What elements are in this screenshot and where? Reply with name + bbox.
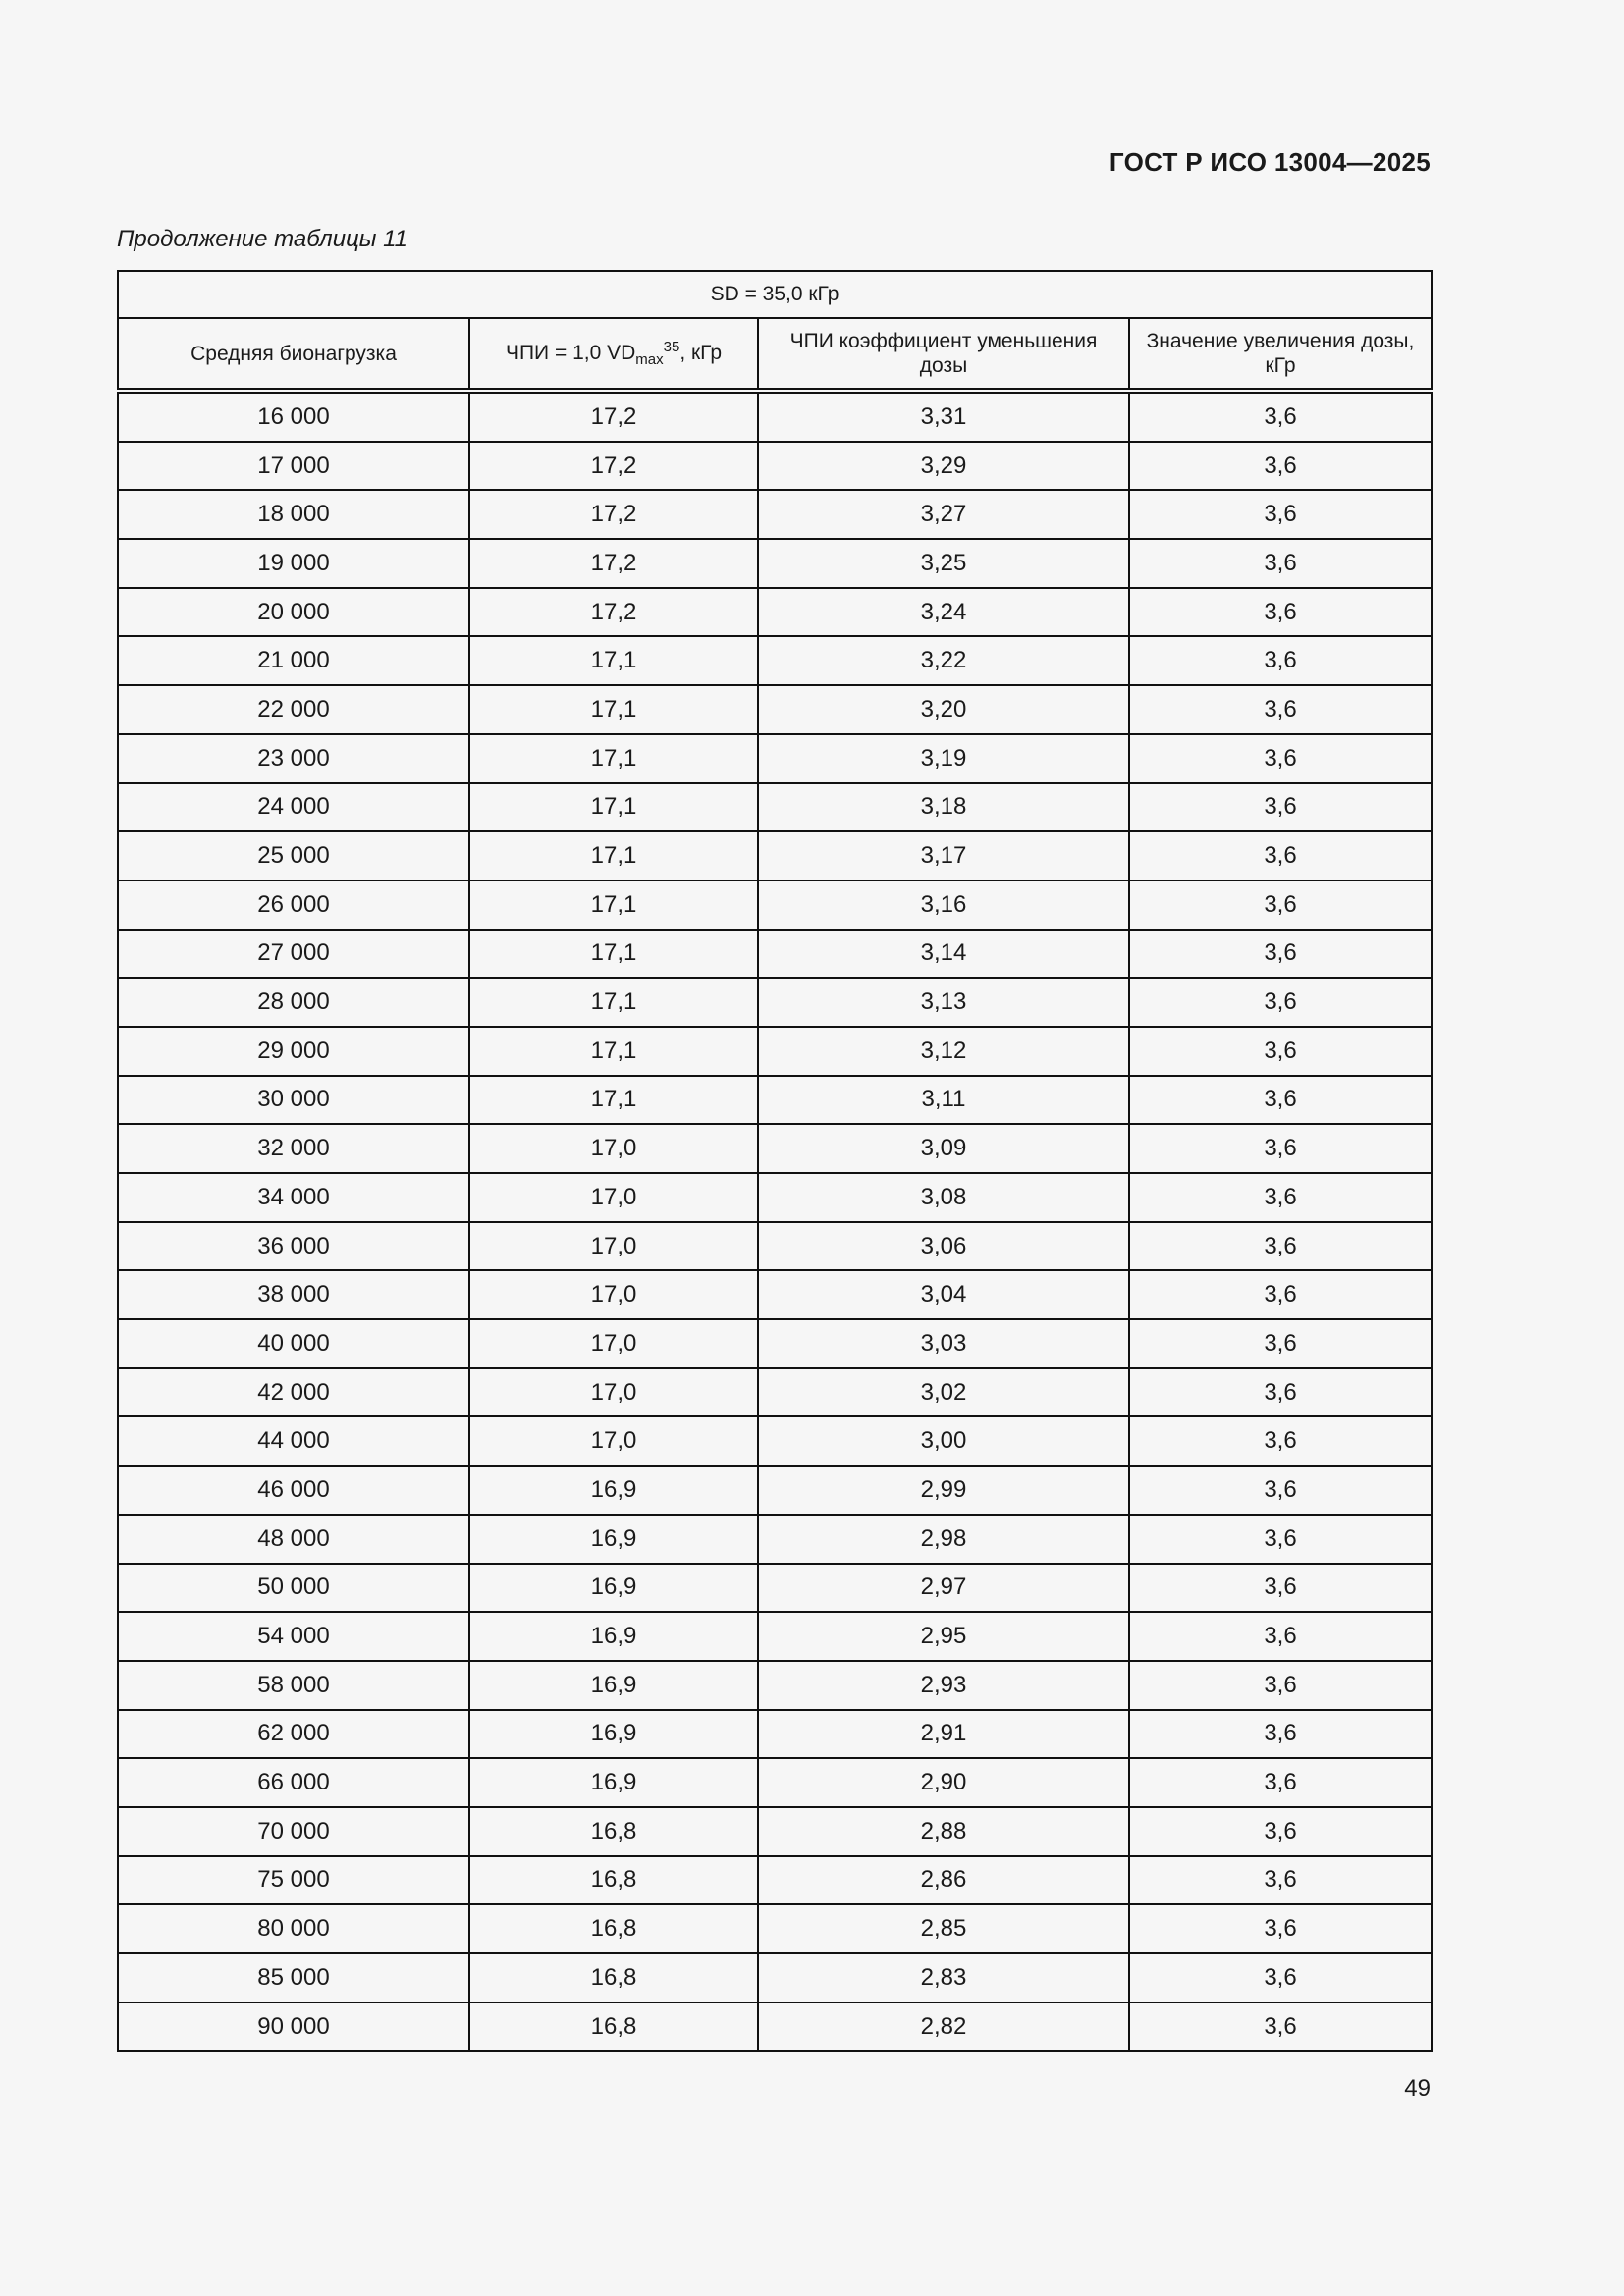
cell-sip-dose: 17,2 <box>469 442 758 491</box>
cell-sip-dose: 16,9 <box>469 1515 758 1564</box>
table-row <box>118 539 1432 588</box>
cell-dose-increment: 3,6 <box>1129 1466 1432 1515</box>
cell-bioburden: 16 000 <box>118 391 469 442</box>
table-row <box>118 1904 1432 1953</box>
cell-bioburden: 21 000 <box>118 636 469 685</box>
cell-dose-increment: 3,6 <box>1129 1904 1432 1953</box>
cell-reduction-factor: 3,06 <box>758 1222 1129 1271</box>
cell-reduction-factor: 3,31 <box>758 391 1129 442</box>
cell-sip-dose: 17,0 <box>469 1416 758 1466</box>
cell-sip-dose: 16,9 <box>469 1661 758 1710</box>
data-table <box>117 270 1433 2052</box>
table-row <box>118 1661 1432 1710</box>
cell-dose-increment: 3,6 <box>1129 1710 1432 1759</box>
cell-dose-increment: 3,6 <box>1129 391 1432 442</box>
cell-sip-dose: 16,8 <box>469 1904 758 1953</box>
cell-sip-dose: 17,1 <box>469 685 758 734</box>
cell-reduction-factor: 3,03 <box>758 1319 1129 1368</box>
cell-dose-increment: 3,6 <box>1129 1661 1432 1710</box>
cell-reduction-factor: 2,83 <box>758 1953 1129 2002</box>
cell-reduction-factor: 3,19 <box>758 734 1129 783</box>
cell-bioburden: 42 000 <box>118 1368 469 1417</box>
cell-reduction-factor: 3,18 <box>758 783 1129 832</box>
cell-sip-dose: 17,1 <box>469 881 758 930</box>
table-row <box>118 1076 1432 1125</box>
cell-bioburden: 34 000 <box>118 1173 469 1222</box>
cell-sip-dose: 16,9 <box>469 1612 758 1661</box>
table-row <box>118 391 1432 442</box>
table-row <box>118 1758 1432 1807</box>
cell-sip-dose: 17,1 <box>469 734 758 783</box>
cell-sip-dose: 16,9 <box>469 1710 758 1759</box>
cell-dose-increment: 3,6 <box>1129 539 1432 588</box>
cell-dose-increment: 3,6 <box>1129 1807 1432 1856</box>
cell-bioburden: 46 000 <box>118 1466 469 1515</box>
cell-sip-dose: 17,1 <box>469 636 758 685</box>
table-row <box>118 636 1432 685</box>
cell-bioburden: 22 000 <box>118 685 469 734</box>
cell-reduction-factor: 2,85 <box>758 1904 1129 1953</box>
cell-bioburden: 23 000 <box>118 734 469 783</box>
table-row <box>118 930 1432 979</box>
table-row <box>118 1515 1432 1564</box>
cell-bioburden: 30 000 <box>118 1076 469 1125</box>
cell-dose-increment: 3,6 <box>1129 1416 1432 1466</box>
cell-reduction-factor: 2,90 <box>758 1758 1129 1807</box>
cell-reduction-factor: 3,24 <box>758 588 1129 637</box>
cell-sip-dose: 17,2 <box>469 490 758 539</box>
cell-reduction-factor: 2,82 <box>758 2002 1129 2052</box>
cell-sip-dose: 17,0 <box>469 1368 758 1417</box>
cell-reduction-factor: 3,11 <box>758 1076 1129 1125</box>
cell-dose-increment: 3,6 <box>1129 978 1432 1027</box>
cell-dose-increment: 3,6 <box>1129 1953 1432 2002</box>
cell-bioburden: 70 000 <box>118 1807 469 1856</box>
cell-dose-increment: 3,6 <box>1129 1173 1432 1222</box>
table-row <box>118 1856 1432 1905</box>
table-row <box>118 1466 1432 1515</box>
cell-dose-increment: 3,6 <box>1129 1222 1432 1271</box>
cell-sip-dose: 17,1 <box>469 783 758 832</box>
cell-reduction-factor: 3,09 <box>758 1124 1129 1173</box>
cell-dose-increment: 3,6 <box>1129 930 1432 979</box>
cell-reduction-factor: 2,93 <box>758 1661 1129 1710</box>
table-row <box>118 2002 1432 2052</box>
table-body <box>118 391 1432 2051</box>
cell-bioburden: 54 000 <box>118 1612 469 1661</box>
cell-bioburden: 27 000 <box>118 930 469 979</box>
cell-bioburden: 19 000 <box>118 539 469 588</box>
cell-reduction-factor: 2,86 <box>758 1856 1129 1905</box>
table-row <box>118 1564 1432 1613</box>
cell-sip-dose: 17,0 <box>469 1222 758 1271</box>
cell-reduction-factor: 3,25 <box>758 539 1129 588</box>
cell-reduction-factor: 3,27 <box>758 490 1129 539</box>
cell-dose-increment: 3,6 <box>1129 1612 1432 1661</box>
table-row <box>118 1368 1432 1417</box>
document-id: ГОСТ Р ИСО 13004—2025 <box>1109 147 1431 177</box>
cell-bioburden: 17 000 <box>118 442 469 491</box>
table-row <box>118 1319 1432 1368</box>
cell-reduction-factor: 3,17 <box>758 831 1129 881</box>
table-row <box>118 881 1432 930</box>
column-header-sip-dose <box>469 318 758 391</box>
cell-sip-dose: 17,1 <box>469 831 758 881</box>
table-row <box>118 1222 1432 1271</box>
cell-sip-dose: 17,2 <box>469 539 758 588</box>
table-row <box>118 1173 1432 1222</box>
cell-sip-dose: 16,9 <box>469 1758 758 1807</box>
cell-bioburden: 29 000 <box>118 1027 469 1076</box>
table-row <box>118 685 1432 734</box>
cell-reduction-factor: 3,29 <box>758 442 1129 491</box>
column-header-dose-increment: Значение увеличения дозы, кГр <box>1129 318 1432 391</box>
table-row <box>118 1710 1432 1759</box>
table-row <box>118 1416 1432 1466</box>
cell-sip-dose: 17,1 <box>469 1027 758 1076</box>
cell-reduction-factor: 3,12 <box>758 1027 1129 1076</box>
cell-sip-dose: 17,0 <box>469 1124 758 1173</box>
table-row <box>118 1124 1432 1173</box>
table-row <box>118 1612 1432 1661</box>
cell-dose-increment: 3,6 <box>1129 442 1432 491</box>
cell-bioburden: 38 000 <box>118 1270 469 1319</box>
cell-dose-increment: 3,6 <box>1129 1368 1432 1417</box>
cell-reduction-factor: 3,20 <box>758 685 1129 734</box>
table-row <box>118 783 1432 832</box>
cell-bioburden: 48 000 <box>118 1515 469 1564</box>
cell-bioburden: 75 000 <box>118 1856 469 1905</box>
cell-dose-increment: 3,6 <box>1129 1124 1432 1173</box>
cell-bioburden: 50 000 <box>118 1564 469 1613</box>
column-header-sip-dose-prefix: ЧПИ = 1,0 VD <box>505 341 636 364</box>
cell-sip-dose: 17,2 <box>469 391 758 442</box>
cell-bioburden: 40 000 <box>118 1319 469 1368</box>
cell-sip-dose: 17,0 <box>469 1270 758 1319</box>
cell-sip-dose: 16,8 <box>469 2002 758 2052</box>
table-row <box>118 1953 1432 2002</box>
cell-reduction-factor: 2,91 <box>758 1710 1129 1759</box>
cell-sip-dose: 16,8 <box>469 1856 758 1905</box>
cell-sip-dose: 17,0 <box>469 1173 758 1222</box>
cell-bioburden: 58 000 <box>118 1661 469 1710</box>
column-header-bioburden: Средняя бионагрузка <box>118 318 469 391</box>
cell-reduction-factor: 2,88 <box>758 1807 1129 1856</box>
cell-dose-increment: 3,6 <box>1129 2002 1432 2052</box>
table-row <box>118 1807 1432 1856</box>
cell-bioburden: 85 000 <box>118 1953 469 2002</box>
cell-reduction-factor: 3,00 <box>758 1416 1129 1466</box>
cell-dose-increment: 3,6 <box>1129 783 1432 832</box>
cell-bioburden: 25 000 <box>118 831 469 881</box>
cell-bioburden: 18 000 <box>118 490 469 539</box>
column-header-sip-dose-suffix: , кГр <box>679 341 723 364</box>
cell-bioburden: 20 000 <box>118 588 469 637</box>
table-row <box>118 1027 1432 1076</box>
cell-reduction-factor: 3,08 <box>758 1173 1129 1222</box>
column-header-sip-dose-sub: max <box>635 351 664 369</box>
cell-dose-increment: 3,6 <box>1129 1270 1432 1319</box>
cell-reduction-factor: 3,14 <box>758 930 1129 979</box>
cell-dose-increment: 3,6 <box>1129 1564 1432 1613</box>
sd-title: SD = 35,0 кГр <box>118 271 1432 318</box>
column-header-reduction-factor: ЧПИ коэффициент уменьшения дозы <box>758 318 1129 391</box>
cell-dose-increment: 3,6 <box>1129 1319 1432 1368</box>
table-caption: Продолжение таблицы 11 <box>117 226 408 252</box>
cell-dose-increment: 3,6 <box>1129 1856 1432 1905</box>
cell-dose-increment: 3,6 <box>1129 588 1432 637</box>
table-row <box>118 442 1432 491</box>
cell-bioburden: 26 000 <box>118 881 469 930</box>
cell-dose-increment: 3,6 <box>1129 1076 1432 1125</box>
cell-sip-dose: 16,8 <box>469 1807 758 1856</box>
cell-bioburden: 28 000 <box>118 978 469 1027</box>
cell-bioburden: 80 000 <box>118 1904 469 1953</box>
cell-dose-increment: 3,6 <box>1129 685 1432 734</box>
cell-dose-increment: 3,6 <box>1129 831 1432 881</box>
cell-bioburden: 44 000 <box>118 1416 469 1466</box>
cell-reduction-factor: 3,02 <box>758 1368 1129 1417</box>
cell-reduction-factor: 3,16 <box>758 881 1129 930</box>
cell-bioburden: 36 000 <box>118 1222 469 1271</box>
cell-dose-increment: 3,6 <box>1129 1515 1432 1564</box>
cell-sip-dose: 16,8 <box>469 1953 758 2002</box>
cell-sip-dose: 17,2 <box>469 588 758 637</box>
table-row <box>118 978 1432 1027</box>
cell-reduction-factor: 2,99 <box>758 1466 1129 1515</box>
cell-bioburden: 24 000 <box>118 783 469 832</box>
cell-bioburden: 90 000 <box>118 2002 469 2052</box>
cell-dose-increment: 3,6 <box>1129 1758 1432 1807</box>
cell-dose-increment: 3,6 <box>1129 490 1432 539</box>
cell-sip-dose: 16,9 <box>469 1466 758 1515</box>
cell-reduction-factor: 3,22 <box>758 636 1129 685</box>
cell-reduction-factor: 3,04 <box>758 1270 1129 1319</box>
cell-reduction-factor: 2,98 <box>758 1515 1129 1564</box>
cell-dose-increment: 3,6 <box>1129 636 1432 685</box>
page-number: 49 <box>1404 2075 1431 2102</box>
cell-sip-dose: 17,0 <box>469 1319 758 1368</box>
cell-dose-increment: 3,6 <box>1129 1027 1432 1076</box>
cell-sip-dose: 16,9 <box>469 1564 758 1613</box>
table-row <box>118 588 1432 637</box>
cell-dose-increment: 3,6 <box>1129 734 1432 783</box>
column-header-sip-dose-sup: 35 <box>663 338 680 355</box>
cell-reduction-factor: 2,97 <box>758 1564 1129 1613</box>
cell-dose-increment: 3,6 <box>1129 881 1432 930</box>
cell-sip-dose: 17,1 <box>469 1076 758 1125</box>
table-row <box>118 490 1432 539</box>
cell-sip-dose: 17,1 <box>469 930 758 979</box>
cell-reduction-factor: 3,13 <box>758 978 1129 1027</box>
table-row <box>118 831 1432 881</box>
cell-bioburden: 32 000 <box>118 1124 469 1173</box>
cell-sip-dose: 17,1 <box>469 978 758 1027</box>
table-row <box>118 1270 1432 1319</box>
cell-bioburden: 62 000 <box>118 1710 469 1759</box>
table-row <box>118 734 1432 783</box>
cell-bioburden: 66 000 <box>118 1758 469 1807</box>
cell-reduction-factor: 2,95 <box>758 1612 1129 1661</box>
